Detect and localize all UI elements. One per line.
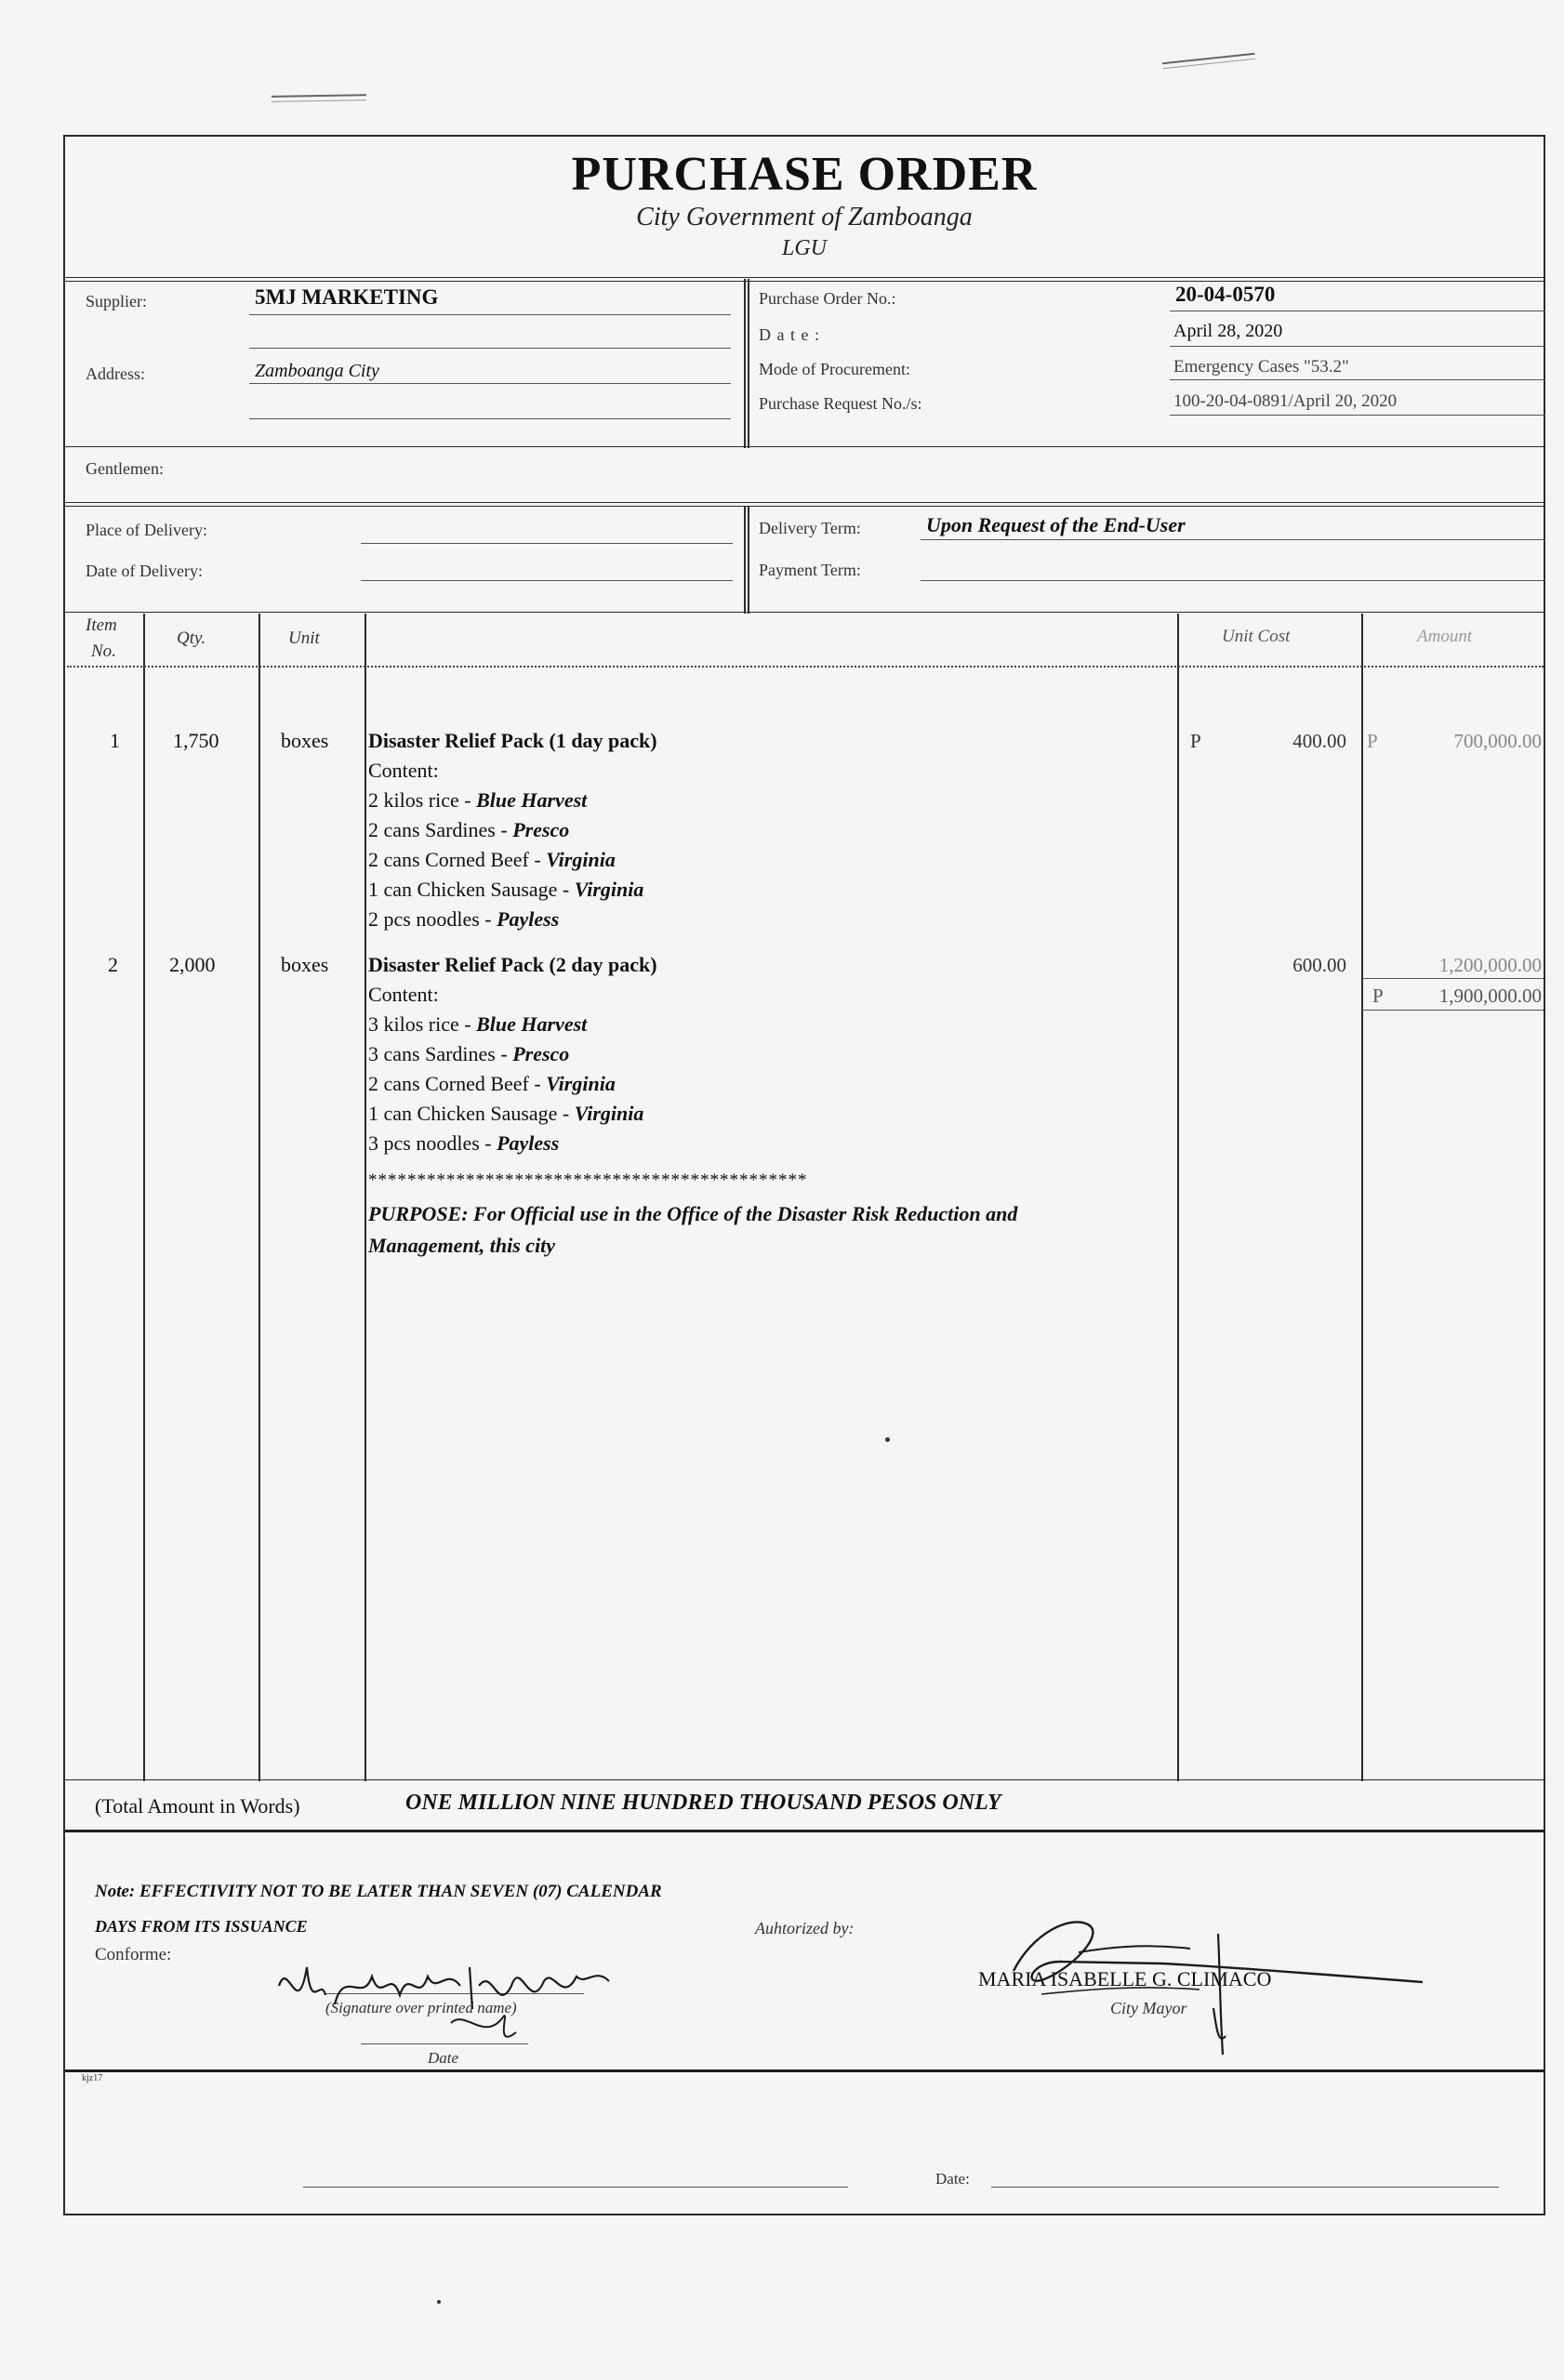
underline xyxy=(249,418,731,419)
rule xyxy=(65,277,1544,278)
row1-description-title: Disaster Relief Pack (1 day pack) xyxy=(368,729,657,752)
row1-amount: 700,000.00 xyxy=(1453,730,1542,752)
row1-amount-currency: P xyxy=(1367,730,1378,752)
purpose-line1: PURPOSE: For Official use in the Office of the Disaster Risk Reduction and xyxy=(368,1202,1018,1225)
content-line xyxy=(368,905,643,934)
underline xyxy=(1170,346,1545,347)
content-brand: Presco xyxy=(512,1042,570,1065)
content-item: 1 can Chicken Sausage - xyxy=(368,1102,575,1125)
content-brand: Virginia xyxy=(546,848,616,871)
item-no-header-line1: Item xyxy=(86,615,117,635)
purchase-request-value: 100-20-04-0891/April 20, 2020 xyxy=(1173,391,1398,411)
date-label: D a t e : xyxy=(759,325,820,344)
row1-qty: 1,750 xyxy=(173,729,219,752)
header-dotted-rule xyxy=(67,666,1544,668)
content-brand: Presco xyxy=(512,818,570,841)
rule xyxy=(748,279,749,448)
total-box-rule xyxy=(1361,978,1363,1010)
content-line xyxy=(368,1010,643,1039)
content-brand: Payless xyxy=(497,1131,560,1155)
scan-mark xyxy=(272,94,366,102)
rule xyxy=(65,281,1544,282)
rule xyxy=(65,1779,1544,1780)
amount-in-words-label: (Total Amount in Words) xyxy=(95,1794,300,1818)
row1-unit-cost: 400.00 xyxy=(1292,730,1346,752)
column-rule xyxy=(1177,614,1179,1781)
rule xyxy=(744,506,746,614)
content-brand: Blue Harvest xyxy=(476,1012,588,1036)
unit-cost-header: Unit Cost xyxy=(1222,627,1291,646)
underline xyxy=(249,314,731,315)
delivery-term-value: Upon Request of the End-User xyxy=(926,513,1186,536)
content-line xyxy=(368,845,643,875)
amount-in-words-value: ONE MILLION NINE HUNDRED THOUSAND PESOS ONLY xyxy=(405,1791,1001,1815)
rule xyxy=(65,612,1544,613)
content-item: 2 pcs noodles - xyxy=(368,907,497,931)
underline xyxy=(361,580,733,581)
po-number-label: Purchase Order No.: xyxy=(759,289,896,308)
row2-item: 2 xyxy=(108,953,118,976)
rule xyxy=(744,279,746,448)
row2-amount: 1,200,000.00 xyxy=(1438,954,1542,976)
row1-unit: boxes xyxy=(281,729,329,752)
content-brand: Blue Harvest xyxy=(476,788,588,812)
rule xyxy=(65,506,1544,507)
conforme-label: Conforme: xyxy=(95,1945,172,1964)
content-line xyxy=(368,815,643,845)
rule xyxy=(65,446,1544,447)
column-rule xyxy=(364,614,366,1781)
row1-item: 1 xyxy=(110,729,120,752)
stray-dot xyxy=(437,2300,441,2304)
procurement-mode-label: Mode of Procurement: xyxy=(759,360,910,378)
underline xyxy=(1170,415,1545,416)
small-code: kjz17 xyxy=(82,2073,103,2083)
underline xyxy=(921,580,1545,581)
row2-description-title: Disaster Relief Pack (2 day pack) xyxy=(368,953,657,976)
row2-unit: boxes xyxy=(281,953,329,976)
mayor-signature xyxy=(976,1897,1432,2073)
bottom-date-label: Date: xyxy=(935,2170,970,2188)
underline xyxy=(249,383,731,384)
date-value: April 28, 2020 xyxy=(1173,321,1283,341)
content-item: 2 kilos rice - xyxy=(368,788,477,812)
document-subtitle: City Government of Zamboanga xyxy=(636,203,973,231)
date-of-delivery-label: Date of Delivery: xyxy=(86,562,203,580)
column-rule xyxy=(258,614,260,1781)
content-item: 3 cans Sardines - xyxy=(368,1042,513,1065)
address-label: Address: xyxy=(86,364,145,383)
column-rule xyxy=(143,614,145,1781)
content-line xyxy=(368,1129,643,1158)
content-brand: Payless xyxy=(497,907,560,931)
bottom-date-line xyxy=(991,2187,1499,2188)
payment-term-label: Payment Term: xyxy=(759,561,861,579)
bottom-signature-line xyxy=(303,2187,848,2188)
document-unit: LGU xyxy=(781,236,827,260)
content-brand: Virginia xyxy=(574,878,644,901)
authorized-by-label: Auhtorized by: xyxy=(755,1919,855,1937)
address-value: Zamboanga City xyxy=(255,361,379,381)
content-line xyxy=(368,1099,643,1129)
underline xyxy=(1170,379,1545,380)
conforme-signature xyxy=(270,1930,632,2051)
column-rule xyxy=(1361,614,1363,1781)
content-item: 3 pcs noodles - xyxy=(368,1131,497,1155)
content-brand: Virginia xyxy=(546,1072,616,1095)
total-currency: P xyxy=(1372,985,1384,1007)
content-line xyxy=(368,875,643,905)
document-title: PURCHASE ORDER xyxy=(571,148,1038,201)
stray-dot xyxy=(885,1437,890,1442)
unit-header: Unit xyxy=(288,628,320,648)
purpose-line2: Management, this city xyxy=(368,1234,556,1257)
rule xyxy=(65,502,1544,503)
po-number-value: 20-04-0570 xyxy=(1175,283,1276,306)
place-of-delivery-label: Place of Delivery: xyxy=(86,521,207,539)
delivery-term-label: Delivery Term: xyxy=(759,519,861,537)
underline xyxy=(921,539,1545,540)
amount-header: Amount xyxy=(1417,627,1473,646)
rule xyxy=(65,2069,1544,2072)
supplier-label: Supplier: xyxy=(86,292,147,311)
supplier-value: 5MJ MARKETING xyxy=(255,285,439,309)
row2-content-list xyxy=(368,1010,643,1158)
content-item: 2 cans Sardines - xyxy=(368,818,513,841)
total-rule xyxy=(1361,978,1544,979)
mayor-name: MARIA ISABELLE G. CLIMACO xyxy=(978,1967,1272,1990)
row1-content-list xyxy=(368,786,643,934)
rule xyxy=(748,506,749,614)
content-item: 2 cans Corned Beef - xyxy=(368,848,547,871)
content-line xyxy=(368,786,643,815)
purchase-request-label: Purchase Request No./s: xyxy=(759,394,922,413)
qty-header: Qty. xyxy=(177,628,206,648)
row1-unit-cost-currency: P xyxy=(1190,730,1201,752)
item-no-header-line2: No. xyxy=(91,641,116,661)
mayor-title: City Mayor xyxy=(1110,1999,1187,2017)
note-line1: Note: EFFECTIVITY NOT TO BE LATER THAN SEVEN (07) CALENDAR xyxy=(95,1882,662,1901)
content-item: 3 kilos rice - xyxy=(368,1012,477,1036)
row2-content-label: Content: xyxy=(368,983,439,1006)
rule xyxy=(65,1830,1544,1832)
signature-caption: (Signature over printed name) xyxy=(325,1999,517,2016)
total-amount: 1,900,000.00 xyxy=(1438,985,1542,1007)
content-item: 2 cans Corned Beef - xyxy=(368,1072,547,1095)
total-rule xyxy=(1361,1010,1544,1011)
underline xyxy=(361,543,733,544)
date-caption: Date xyxy=(428,2049,459,2067)
content-brand: Virginia xyxy=(574,1102,644,1125)
row2-qty: 2,000 xyxy=(169,953,216,976)
procurement-mode-value: Emergency Cases "53.2" xyxy=(1173,357,1349,377)
content-line xyxy=(368,1069,643,1099)
underline xyxy=(249,348,731,349)
gentlemen-label: Gentlemen: xyxy=(86,459,164,478)
note-line2: DAYS FROM ITS ISSUANCE xyxy=(95,1917,308,1936)
row1-content-label: Content: xyxy=(368,759,439,782)
row2-unit-cost: 600.00 xyxy=(1292,954,1346,976)
scan-mark xyxy=(1162,53,1255,69)
content-item: 1 can Chicken Sausage - xyxy=(368,878,575,901)
content-line xyxy=(368,1039,643,1069)
separator-line: ********************************************* xyxy=(368,1170,808,1190)
